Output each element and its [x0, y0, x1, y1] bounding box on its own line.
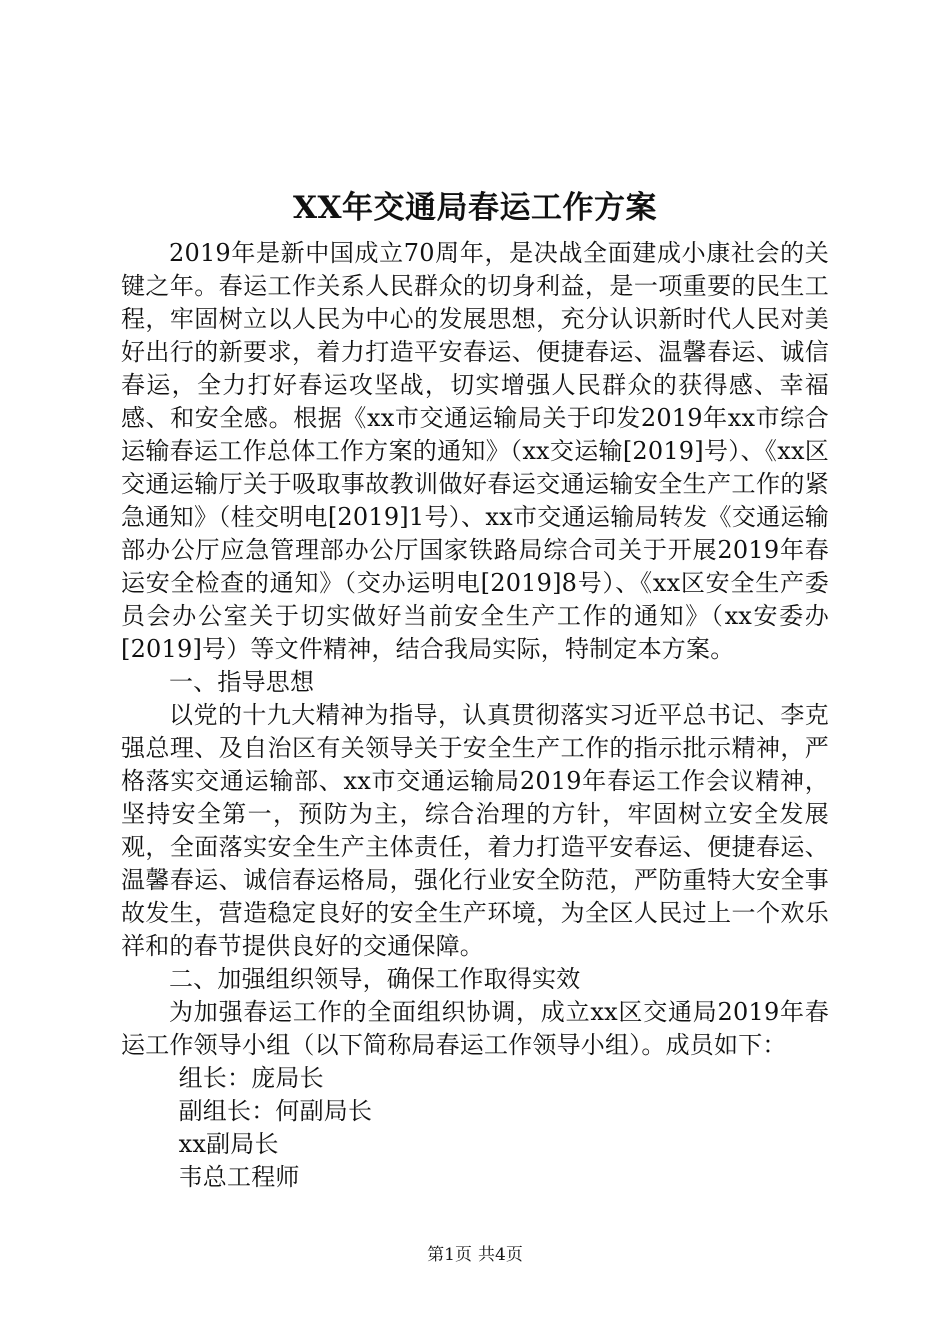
section-heading-organization: 二、加强组织领导，确保工作取得实效	[169, 965, 581, 993]
guiding-thought-paragraph: 以党的十九大精神为指导，认真贯彻落实习近平总书记、李克强总理、及自治区有关领导关于安全生产工作的指示批示精神，严格落实交通运输部、xx市交通运输局2019年春运工作会议精神，坚持安全第一，预防为主，综合治理的方针，牢固树立安全发展观，全面落实安全生产主体责任，着力打造平安春运、便捷春运、温馨春运、诚信春运格局，强化行业安全防范，严防重特大安全事故发生，营造稳定良好的安全生产环境，为全区人民过上一个欢乐祥和的春节提供良好的交通保障。	[121, 701, 829, 960]
intro-paragraph: 2019年是新中国成立70周年，是决战全面建成小康社会的关键之年。春运工作关系人民群众的切身利益，是一项重要的民生工程，牢固树立以人民为中心的发展思想，充分认识新时代人民对美好出行的新要求，着力打造平安春运、便捷春运、温馨春运、诚信春运，全力打好春运攻坚战，切实增强人民群众的获得感、幸福感、和安全感。根据《xx市交通运输局关于印发2019年xx市综合运输春运工作总体工作方案的通知》（xx交运输[2019]号）、《xx区交通运输厅关于吸取事故教训做好春运交通运输安全生产工作的紧急通知》（桂交明电[2019]1号）、xx市交通运输局转发《交通运输部办公厅应急管理部办公厅国家铁路局综合司关于开展2019年春运安全检查的通知》（交办运明电[2019]8号）、《xx区安全生产委员会办公室关于切实做好当前安全生产工作的通知》（xx安委办[2019]号）等文件精神，结合我局实际，特制定本方案。	[121, 239, 829, 663]
member-chief-engineer: 韦总工程师	[178, 1163, 300, 1191]
member-leader: 组长：庞局长	[178, 1064, 324, 1092]
member-deputy-leader: 副组长：何副局长	[178, 1097, 373, 1125]
member-deputy-director: xx副局长	[178, 1130, 279, 1158]
document-body	[121, 237, 829, 1194]
section-heading-guiding-thought: 一、指导思想	[169, 668, 315, 696]
organization-paragraph: 为加强春运工作的全面组织协调，成立xx区交通局2019年春运工作领导小组（以下简称局春运工作领导小组）。成员如下：	[121, 998, 829, 1059]
document-title: XX年交通局春运工作方案	[292, 190, 658, 226]
page-total: 共4页	[478, 1245, 523, 1265]
page-number: 第1页	[427, 1245, 472, 1265]
page-footer	[0, 1243, 950, 1267]
